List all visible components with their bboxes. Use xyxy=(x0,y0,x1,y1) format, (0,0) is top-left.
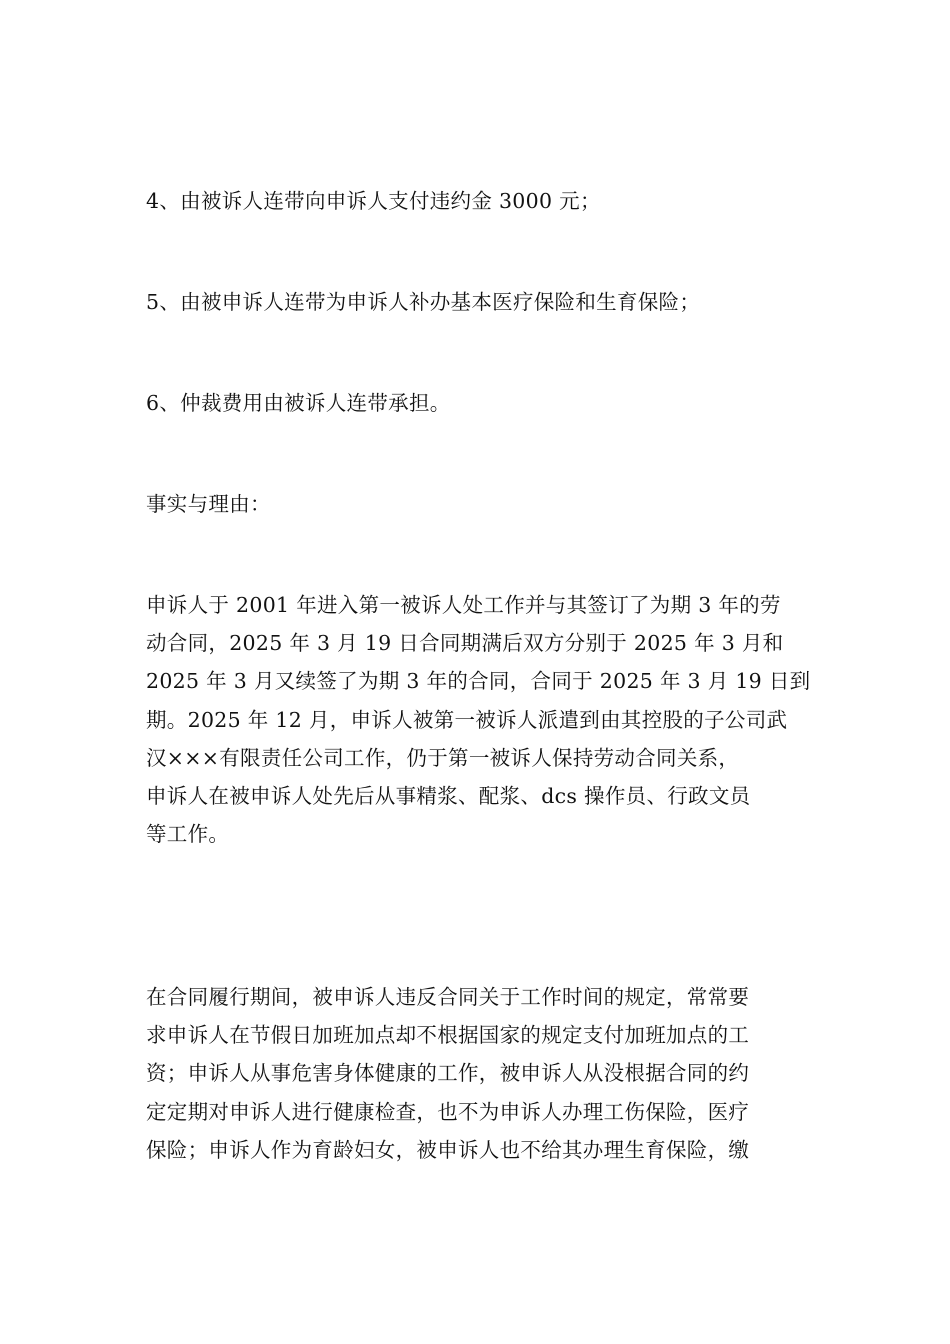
facts-paragraph-2 xyxy=(146,978,810,1169)
paragraph-line: 保险；申诉人作为育龄妇女，被申诉人也不给其办理生育保险，缴 xyxy=(146,1137,750,1162)
paragraph-line: 申诉人于 2001 年进入第一被诉人处工作并与其签订了为期 3 年的劳 xyxy=(146,593,781,617)
paragraph-line: 汉×××有限责任公司工作，仍于第一被诉人保持劳动合同关系， xyxy=(146,745,740,770)
facts-heading: 事实与理由： xyxy=(146,492,271,516)
facts-paragraph-1 xyxy=(146,586,810,853)
paragraph-line: 定定期对申诉人进行健康检查，也不为申诉人办理工伤保险，医疗 xyxy=(146,1099,750,1124)
paragraph-line: 等工作。 xyxy=(146,822,230,847)
paragraph-line: 求申诉人在节假日加班加点却不根据国家的规定支付加班加点的工 xyxy=(146,1023,750,1048)
paragraph-line: 2025 年 3 月又续签了为期 3 年的合同，合同于 2025 年 3 月 19 日到 xyxy=(146,669,811,694)
claim-item-6: 6、仲裁费用由被诉人连带承担。 xyxy=(146,391,451,415)
paragraph-line: 在合同履行期间，被申诉人违反合同关于工作时间的规定，常常要 xyxy=(146,985,750,1009)
paragraph-line: 申诉人在被申诉人处先后从事精浆、配浆、dcs 操作员、行政文员 xyxy=(146,784,751,809)
claim-item-4: 4、由被诉人连带向申诉人支付违约金 3000 元； xyxy=(146,189,601,213)
paragraph-line: 动合同，2025 年 3 月 19 日合同期满后双方分别于 2025 年 3 月和 xyxy=(146,631,784,656)
paragraph-line: 期。2025 年 12 月，申诉人被第一被诉人派遣到由其控股的子公司武 xyxy=(146,707,788,732)
claim-item-5: 5、由被申诉人连带为申诉人补办基本医疗保险和生育保险； xyxy=(146,290,701,314)
paragraph-line: 资；申诉人从事危害身体健康的工作，被申诉人从没根据合同的约 xyxy=(146,1061,750,1086)
